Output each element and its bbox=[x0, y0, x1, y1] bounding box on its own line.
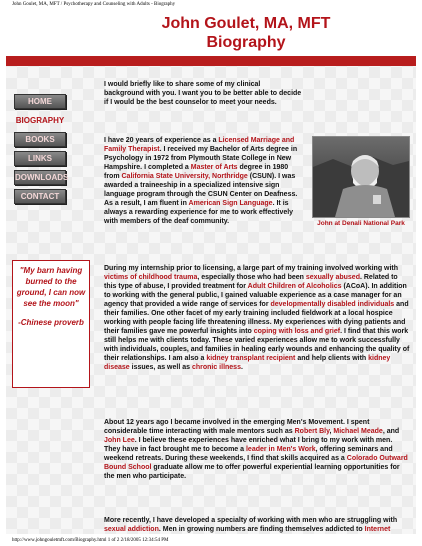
paragraph-text: degree in 1980 from bbox=[104, 164, 289, 180]
inline-link[interactable]: Adult Children of Alcoholics bbox=[247, 283, 342, 290]
inline-link[interactable]: John Lee bbox=[104, 437, 135, 444]
paragraph-1 bbox=[104, 80, 302, 107]
photo-john-denali bbox=[312, 136, 410, 218]
banner-bar bbox=[6, 56, 416, 66]
inline-link[interactable]: Robert Bly bbox=[294, 428, 330, 435]
paragraph-text: . Related to this type of abuse, I provided treatment for bbox=[104, 274, 398, 290]
inline-link[interactable]: Internet bbox=[364, 526, 391, 533]
paragraph-text: , and bbox=[382, 428, 400, 435]
paragraph-text: I have 20 years of experience as a bbox=[104, 137, 219, 144]
inline-link[interactable]: Licensed Marriage and Family Therapist bbox=[104, 137, 295, 153]
nav-biography-current[interactable]: BIOGRAPHY bbox=[15, 116, 65, 125]
print-header: John Goulet, MA, MFT / Psychotherapy and Counseling with Adults - Biography bbox=[12, 2, 176, 7]
paragraph-text: and help clients with bbox=[295, 355, 369, 362]
inline-link[interactable]: California State University, Northridge bbox=[121, 173, 248, 180]
nav-links-button[interactable]: LINKS bbox=[14, 151, 66, 166]
inline-link[interactable]: kidney disease bbox=[104, 355, 391, 371]
inline-link[interactable]: coping with loss and grief bbox=[253, 328, 341, 335]
paragraph-text: About 12 years ago I became involved in the emerging Men's Movement. I spent considerable time interacting with male mentors such as bbox=[104, 419, 370, 435]
paragraph-text: , especially those who had been bbox=[197, 274, 306, 281]
paragraph-text: . It is always a rewarding experience for me to work effectively with members of the deaf community. bbox=[104, 200, 294, 225]
photo-caption: John at Denali National Park bbox=[317, 220, 405, 227]
nav-contact-button[interactable]: CONTACT bbox=[14, 189, 66, 204]
paragraph-text: . bbox=[240, 364, 243, 371]
paragraph-text: , offering seminars and weekend retreats. During these weekends, I find that skills acquired as a bbox=[104, 446, 393, 462]
nav-menu bbox=[14, 94, 74, 208]
paragraph-text: and their families. One other facet of my early training included fieldwork at a local hospice working with people facing life threatening illness. My experiences with dying patients and their families gave me powerful insights into bbox=[104, 301, 409, 335]
inline-link[interactable]: sexually abused bbox=[305, 274, 360, 281]
inline-link[interactable]: developmentally disabled individuals bbox=[270, 301, 395, 308]
quote-text: "My barn having burned to the ground, I can now see the moon" bbox=[16, 266, 86, 308]
inline-link[interactable]: leader in Men's Work bbox=[245, 446, 316, 453]
paragraph-text: issues, as well as bbox=[129, 364, 192, 371]
page-title: Biography bbox=[206, 34, 286, 51]
site-name: John Goulet, MA, MFT bbox=[161, 15, 331, 32]
photo-image bbox=[313, 137, 409, 217]
inline-link[interactable]: sexual addiction bbox=[104, 526, 159, 533]
page bbox=[6, 12, 416, 534]
inline-link[interactable]: American Sign Language bbox=[188, 200, 273, 207]
quote-attribution: -Chinese proverb bbox=[18, 318, 84, 327]
inline-link[interactable]: Michael Meade bbox=[333, 428, 383, 435]
print-footer: http://www.johngouletmft.com/Biography.html 1 of 2 2/18/2005 12:34:54 PM bbox=[12, 538, 169, 543]
paragraph-text: (CSUN). I was awarded a traineeship in a specialized intensive sign language program through the CSUN Center on Deafness. As a result, I am fluent in bbox=[104, 173, 298, 207]
inline-link[interactable]: chronic illness bbox=[191, 364, 241, 371]
inline-link[interactable]: Master of Arts bbox=[190, 164, 238, 171]
paragraph-2 bbox=[104, 136, 302, 226]
nav-home-button[interactable]: HOME bbox=[14, 94, 66, 109]
paragraph-text: . I believe these experiences have enriched what I bring to my work with men. They have in fact brought me to become a bbox=[104, 437, 393, 453]
paragraph-text: . I find that this work still helps me with clients today. These varied experiences allow me to work successfully with individuals, couples, and families in healing early wounds and enhancing the quality of their relationships. I am also a bbox=[104, 328, 410, 362]
paragraph-text: I would briefly like to share some of my clinical background with you. I want you to be better able to decide if I would be the best counselor to meet your needs. bbox=[104, 81, 302, 106]
paragraph-text: . I received my Bachelor of Arts degree in Psychology in 1972 from Plymouth State College in New Hampshire. I completed a bbox=[104, 146, 298, 171]
inline-link[interactable]: kidney transplant recipient bbox=[206, 355, 296, 362]
nav-books-button[interactable]: BOOKS bbox=[14, 132, 66, 147]
inline-link[interactable]: Colorado Outward Bound School bbox=[104, 455, 408, 471]
inline-link[interactable]: victims of childhood trauma bbox=[104, 274, 198, 281]
paragraph-4 bbox=[104, 418, 410, 481]
paragraph-text: (ACoA). In addition to working with the general public, I gained valuable experience as a case manager for an agency that provided a wide range of services for bbox=[104, 283, 407, 308]
nav-downloads-button[interactable]: DOWNLOADS bbox=[14, 170, 66, 185]
paragraph-text: More recently, I have developed a specialty of working with men who are struggling with bbox=[104, 517, 398, 524]
paragraph-3 bbox=[104, 264, 410, 372]
paragraph-text: During my internship prior to licensing, a large part of my training involved working with bbox=[104, 265, 399, 272]
paragraph-text: , bbox=[329, 428, 334, 435]
quote-box bbox=[12, 260, 90, 388]
paragraph-text: graduate allow me to offer powerful experiential learning opportunities for the men who participate. bbox=[104, 464, 400, 480]
paragraph-text: . Men in growing numbers are finding themselves addicted to bbox=[158, 526, 365, 533]
paragraph-5 bbox=[104, 516, 410, 534]
banner bbox=[6, 12, 416, 66]
